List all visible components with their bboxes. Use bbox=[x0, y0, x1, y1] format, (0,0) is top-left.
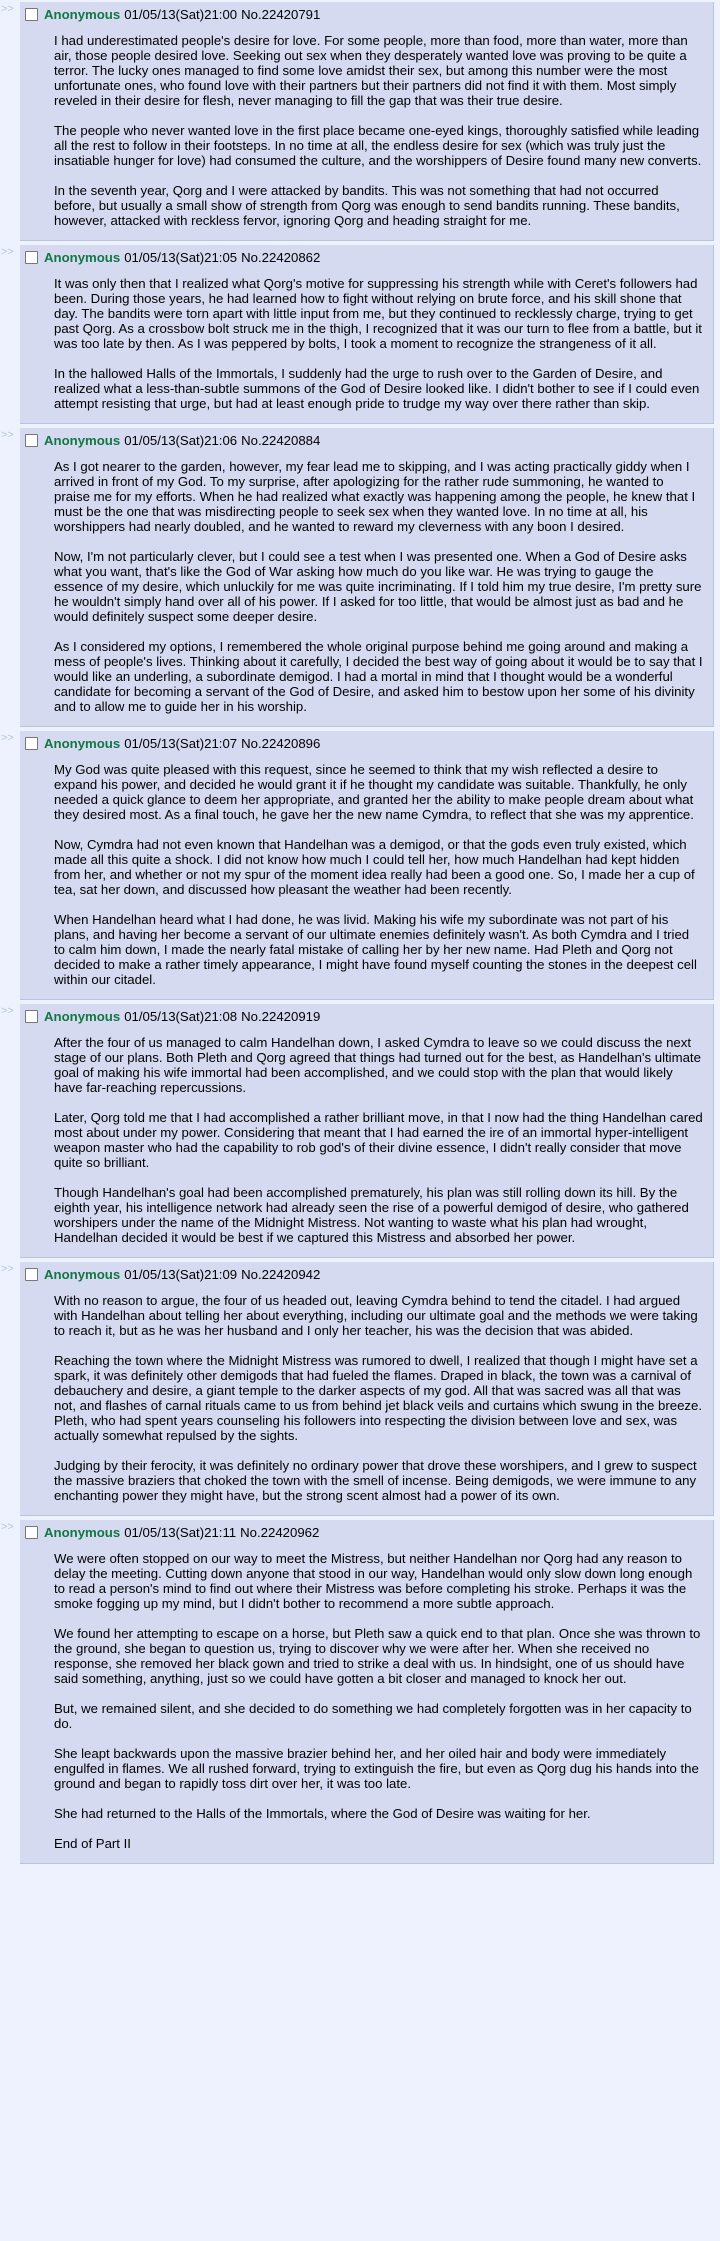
reply-arrow: >> bbox=[1, 1263, 14, 1275]
post-paragraph: My God was quite pleased with this request, since he seemed to think that my wish reflected a desire to expand his power, and decided he would grant it if he thought my candidate was suitable. Thankfully, he only needed a quick glance to deem her appropriate, and granted her the ability to make people dream about what they desired most. As a final touch, he gave her the new name Cymdra, to reflect that she was my apprentice. bbox=[54, 762, 694, 822]
post-select-checkbox[interactable] bbox=[25, 737, 38, 750]
post-number-link[interactable]: No.22420962 bbox=[240, 1524, 320, 1540]
poster-name: Anonymous bbox=[44, 432, 121, 448]
post-select-checkbox[interactable] bbox=[25, 251, 38, 264]
post-paragraph: As I considered my options, I remembered the whole original purpose behind me going around and making a mess of people's lives. Thinking about it carefully, I decided the best way of going about it would be to say that I would like an underling, a subordinate demigod. I had a mortal in mind that I thought would be a wonderful candidate for becoming a servant of the God of Desire, and asked him to bestow upon her some of his divinity and to allow me to guide her in his worship. bbox=[54, 639, 703, 714]
poster-name: Anonymous bbox=[44, 1524, 121, 1540]
reply-arrow: >> bbox=[1, 1521, 14, 1533]
reply-row bbox=[0, 428, 714, 727]
reply-post bbox=[20, 1520, 714, 1864]
post-select-checkbox[interactable] bbox=[25, 8, 38, 21]
post-select-checkbox[interactable] bbox=[25, 1268, 38, 1281]
post-paragraph: She had returned to the Halls of the Immortals, where the God of Desire was waiting for her. bbox=[54, 1806, 591, 1821]
post-body bbox=[54, 33, 703, 228]
post-number-link[interactable]: No.22420862 bbox=[241, 249, 321, 265]
post-paragraph: Though Handelhan's goal had been accomplished prematurely, his plan was still rolling down its hill. By the eighth year, his intelligence network had already seen the rise of a powerful demigod of desire, who gathered worshipers under the name of the Midnight Mistress. Not wanting to waste what his plan had wrought, Handelhan decided it would be best if we captured this Mistress and absorbed her power. bbox=[54, 1185, 689, 1245]
post-date: 01/05/13(Sat)21:11 bbox=[124, 1524, 237, 1540]
reply-post bbox=[20, 1004, 714, 1258]
post-header bbox=[24, 1523, 703, 1541]
reply-row bbox=[0, 2, 714, 241]
reply-row bbox=[0, 1004, 714, 1258]
post-select-checkbox[interactable] bbox=[25, 1010, 38, 1023]
post-header bbox=[24, 431, 703, 449]
post-body bbox=[54, 762, 703, 987]
post-date: 01/05/13(Sat)21:07 bbox=[124, 735, 238, 751]
reply-post bbox=[20, 731, 714, 1000]
post-paragraph: As I got nearer to the garden, however, my fear lead me to skipping, and I was acting practically giddy when I arrived in front of my God. To my surprise, after apologizing for the rather rude summoning, he wanted to praise me for my efforts. When he had realized what exactly was happening among the people, he knew that I must be the one that was misdirecting people to seek sex when they wanted love. In no time at all, his worshippers had nearly doubled, and he wanted to reward my cleverness with any boon I desired. bbox=[54, 459, 696, 534]
post-paragraph: It was only then that I realized what Qorg's motive for suppressing his strength while with Ceret's followers had been. During those years, he had learned how to fight without relying on brute force, and his skill shone that day. The bandits were torn apart with little input from me, but they continued to recklessly charge, trying to get past Qorg. As a crossbow bolt struck me in the thigh, I recognized that it was our turn to flee from a battle, but it was too late by then. As I was peppered by bolts, I took a moment to recognize the strangeness of it all. bbox=[54, 276, 702, 351]
post-date: 01/05/13(Sat)21:00 bbox=[124, 6, 238, 22]
reply-row bbox=[0, 245, 714, 424]
reply-arrow: >> bbox=[1, 246, 14, 258]
post-body bbox=[54, 276, 703, 411]
post-header bbox=[24, 5, 703, 23]
post-select-checkbox[interactable] bbox=[25, 1526, 38, 1539]
post-paragraph: We were often stopped on our way to meet the Mistress, but neither Handelhan nor Qorg had any reason to delay the meeting. Cutting down anyone that stood in our way, Handelhan would only slow down long enough to read a person's mind to find out where their Mistress was before completing his stroke. Perhaps it was the smoke fogging up my mind, but I didn't bother to recommend a more subtle approach. bbox=[54, 1551, 693, 1611]
post-paragraph: She leapt backwards upon the massive brazier behind her, and her oiled hair and body were immediately engulfed in flames. We all rushed forward, trying to extinguish the fire, but even as Qorg dug his hands into the ground and began to rapidly toss dirt over her, it was too late. bbox=[54, 1746, 699, 1791]
post-body bbox=[54, 1293, 703, 1503]
reply-row bbox=[0, 1262, 714, 1516]
reply-post bbox=[20, 428, 714, 727]
reply-arrow: >> bbox=[1, 3, 14, 15]
post-date: 01/05/13(Sat)21:08 bbox=[124, 1008, 238, 1024]
post-paragraph: When Handelhan heard what I had done, he was livid. Making his wife my subordinate was not part of his plans, and having her become a servant of our ultimate enemies definitely wasn't. As both Cymdra and I tried to calm him down, I made the nearly fatal mistake of calling her by her new name. Had Pleth and Qorg not decided to make a rather timely appearance, I might have found myself counting the stones in the deepest cell within our citadel. bbox=[54, 912, 697, 987]
post-paragraph: The people who never wanted love in the first place became one-eyed kings, thoroughly satisfied while leading all the rest to follow in their footsteps. In no time at all, the endless desire for sex (which was truly just the insatiable hunger for love) had consumed the culture, and the worshippers of Desire found many new converts. bbox=[54, 123, 702, 168]
post-date: 01/05/13(Sat)21:06 bbox=[124, 432, 238, 448]
reply-post bbox=[20, 245, 714, 424]
post-header bbox=[24, 734, 703, 752]
reply-row bbox=[0, 731, 714, 1000]
post-body bbox=[54, 1035, 703, 1245]
reply-row bbox=[0, 1520, 714, 1864]
post-paragraph: Judging by their ferocity, it was definitely no ordinary power that drove these worshipers, and I grew to suspect the massive braziers that choked the town with the smell of incense. Being demigods, we were immune to any enchanting power they might have, but the strong scent almost had a power of its own. bbox=[54, 1458, 697, 1503]
post-body bbox=[54, 1551, 703, 1851]
poster-name: Anonymous bbox=[44, 6, 121, 22]
post-paragraph: But, we remained silent, and she decided to do something we had completely forgotten was in her capacity to do. bbox=[54, 1701, 692, 1731]
post-body bbox=[54, 459, 703, 714]
post-number-link[interactable]: No.22420942 bbox=[241, 1266, 321, 1282]
post-paragraph: We found her attempting to escape on a horse, but Pleth saw a quick end to that plan. Once she was thrown to the ground, she began to question us, trying to discover why we were after her. When she received no response, she removed her black gown and tried to strike a deal with us. In hindsight, one of us should have said something, anything, just so we could have gotten a bit closer and managed to knock her out. bbox=[54, 1626, 701, 1686]
post-paragraph: End of Part II bbox=[54, 1836, 131, 1851]
post-date: 01/05/13(Sat)21:05 bbox=[124, 249, 238, 265]
post-paragraph: Now, Cymdra had not even known that Handelhan was a demigod, or that the gods even truly existed, which made all this quite a shock. I did not know how much I could tell her, how much Handelhan had kept hidden from her, and whether or not my spur of the moment idea really had been a good one. So, I made her a cup of tea, sat her down, and discussed how pleasant the weather had been recently. bbox=[54, 837, 695, 897]
post-header bbox=[24, 1265, 703, 1283]
post-number-link[interactable]: No.22420884 bbox=[241, 432, 321, 448]
reply-arrow: >> bbox=[1, 1005, 14, 1017]
poster-name: Anonymous bbox=[44, 249, 121, 265]
poster-name: Anonymous bbox=[44, 1266, 121, 1282]
post-paragraph: Reaching the town where the Midnight Mistress was rumored to dwell, I realized that though I might have set a spark, it was definitely other demigods that had fueled the flames. Draped in black, the town was a carnival of debauchery and desire, a giant temple to the darker aspects of my god. All that was sacred was all that was not, and flashes of carnal rituals came to us from behind jet black veils and curtains which swung in the breeze. Pleth, who had spent years counseling his followers into respecting the division between love and sex, was actually somewhat repulsed by the sights. bbox=[54, 1353, 702, 1443]
reply-post bbox=[20, 2, 714, 241]
post-paragraph: I had underestimated people's desire for love. For some people, more than food, more than water, more than air, those people desired love. Seeking out sex when they desperately wanted love was proving to be quite a terror. The lucky ones managed to find some love amidst their sex, but among this number were the most unfortunate ones, who found love with their partners but their partners did not find it with them. Most simply reveled in their desire for flesh, never managing to fill the gap that was their true desire. bbox=[54, 33, 688, 108]
post-number-link[interactable]: No.22420791 bbox=[241, 6, 321, 22]
post-number-link[interactable]: No.22420896 bbox=[241, 735, 321, 751]
reply-arrow: >> bbox=[1, 732, 14, 744]
post-paragraph: In the seventh year, Qorg and I were attacked by bandits. This was not something that had not occurred before, but usually a small show of strength from Qorg was enough to send bandits running. These bandits, however, attacked with reckless fervor, ignoring Qorg and heading straight for me. bbox=[54, 183, 680, 228]
post-paragraph: Later, Qorg told me that I had accomplished a rather brilliant move, in that I now had the thing Handelhan cared most about under my power. Considering that meant that I had earned the ire of an immortal hyper-intelligent weapon master who had the capability to rob god's of their divine essence, I didn't really consider that move quite so brilliant. bbox=[54, 1110, 703, 1170]
post-paragraph: After the four of us managed to calm Handelhan down, I asked Cymdra to leave so we could discuss the next stage of our plans. Both Pleth and Qorg agreed that things had turned out for the best, as Handelhan's ultimate goal of making his wife immortal had been accomplished, and we could stop with the plan that would likely have far-reaching repercussions. bbox=[54, 1035, 701, 1095]
poster-name: Anonymous bbox=[44, 1008, 121, 1024]
reply-arrow: >> bbox=[1, 429, 14, 441]
post-paragraph: In the hallowed Halls of the Immortals, I suddenly had the urge to rush over to the Garden of Desire, and realized what a less-than-subtle summons of the God of Desire looked like. I didn't bother to see if I could even attempt resisting that urge, but had at least enough pride to trudge my way over there rather than skip. bbox=[54, 366, 700, 411]
post-paragraph: Now, I'm not particularly clever, but I could see a test when I was presented one. When a God of Desire asks what you want, that's like the God of War asking how much do you like war. He was trying to gauge the essence of my desire, which unluckily for me was quite incriminating. If I told him my true desire, I'm pretty sure he wouldn't simply hand over all of his power. If I asked for too little, that would be almost just as bad and he would definitely suspect some deeper desire. bbox=[54, 549, 702, 624]
reply-post bbox=[20, 1262, 714, 1516]
post-number-link[interactable]: No.22420919 bbox=[241, 1008, 321, 1024]
post-date: 01/05/13(Sat)21:09 bbox=[124, 1266, 238, 1282]
post-header bbox=[24, 1007, 703, 1025]
post-header bbox=[24, 248, 703, 266]
post-select-checkbox[interactable] bbox=[25, 434, 38, 447]
post-paragraph: With no reason to argue, the four of us headed out, leaving Cymdra behind to tend the citadel. I had argued with Handelhan about telling her about everything, including our ultimate goal and the methods we were taking to reach it, but as he was her husband and I only her teacher, his was the decision that was abided. bbox=[54, 1293, 698, 1338]
poster-name: Anonymous bbox=[44, 735, 121, 751]
